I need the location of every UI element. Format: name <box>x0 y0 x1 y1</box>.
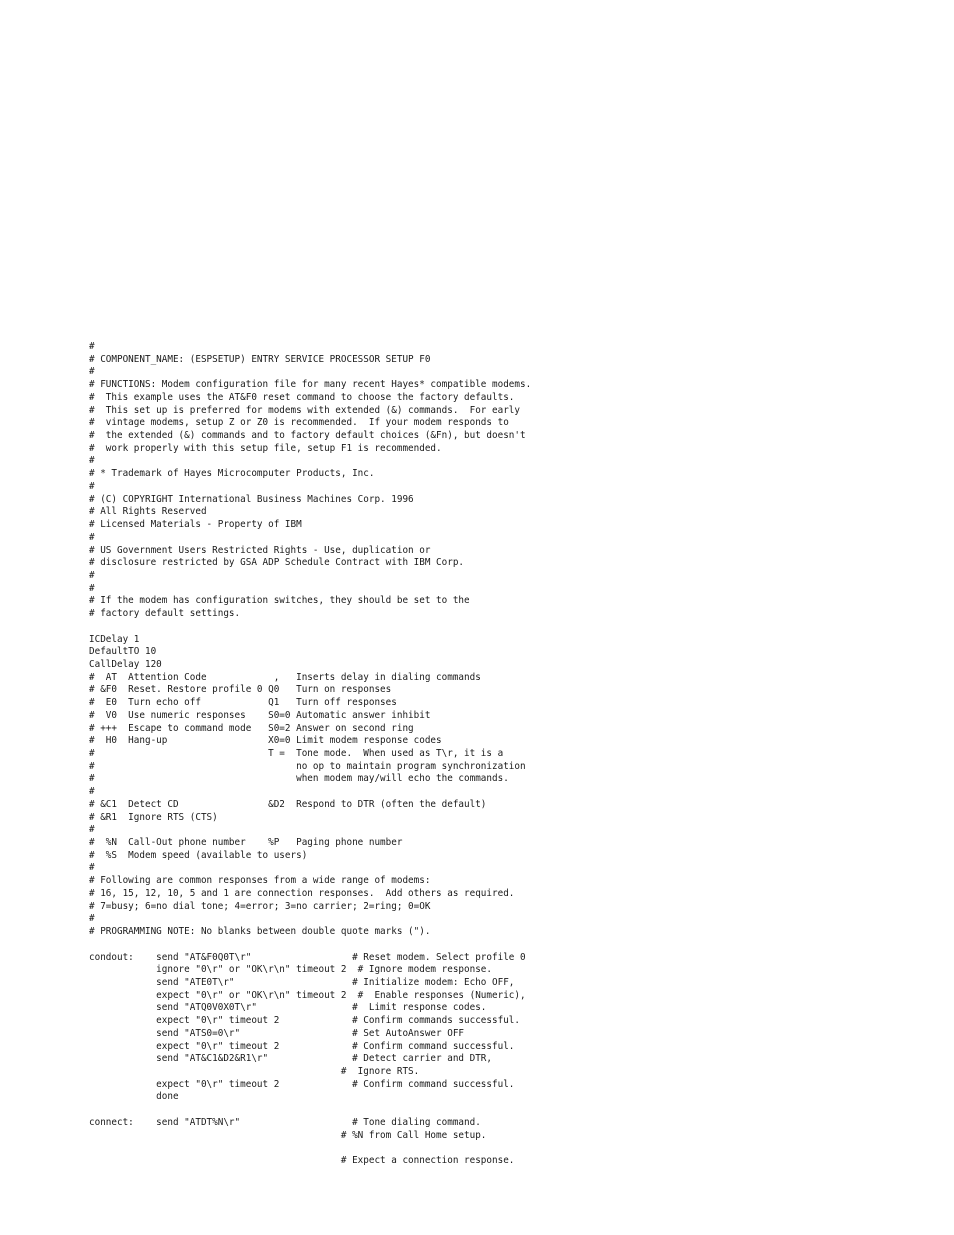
code-line: # PROGRAMMING NOTE: No blanks between double quote marks ("). <box>89 926 431 938</box>
code-line: # H0 Hang-up X0=0 Limit modem response codes <box>89 735 442 747</box>
code-line: # * Trademark of Hayes Microcomputer Products, Inc. <box>89 468 375 480</box>
code-line: # All Rights Reserved <box>89 506 207 518</box>
code-line: # no op to maintain program synchronization <box>89 760 526 772</box>
code-line: # %S Modem speed (available to users) <box>89 849 308 861</box>
code-line: # FUNCTIONS: Modem configuration file for many recent Hayes* compatible modems. <box>89 379 532 391</box>
code-line: # <box>89 366 95 378</box>
code-line: # &C1 Detect CD &D2 Respond to DTR (often the default) <box>89 798 487 810</box>
code-line: # AT Attention Code , Inserts delay in dialing commands <box>89 671 481 683</box>
code-line: # %N Call-Out phone number %P Paging phone number <box>89 837 403 849</box>
code-line: # This set up is preferred for modems with extended (&) commands. For early <box>89 404 520 416</box>
code-line: # V0 Use numeric responses S0=0 Automatic answer inhibit <box>89 709 431 721</box>
code-line: send "ATQ0V0X0T\r" # Limit response codes. <box>89 1002 487 1014</box>
code-line: # <box>89 824 95 836</box>
code-line: # <box>89 531 95 543</box>
code-line: # <box>89 862 95 874</box>
code-line <box>89 621 939 634</box>
code-line: connect: send "ATDT%N\r" # Tone dialing command. <box>89 1116 481 1128</box>
code-line <box>89 1104 939 1117</box>
code-line: # factory default settings. <box>89 608 241 620</box>
code-line: # <box>89 455 95 467</box>
code-line: # Expect a connection response. <box>89 1155 515 1166</box>
code-line: # <box>89 480 95 492</box>
code-line: # COMPONENT_NAME: (ESPSETUP) ENTRY SERVICE PROCESSOR SETUP F0 <box>89 353 431 365</box>
code-line: expect "0\r" timeout 2 # Confirm command successful. <box>89 1040 515 1052</box>
code-line: DefaultTO 10 <box>89 646 157 658</box>
code-line: CallDelay 120 <box>89 658 162 670</box>
code-line: expect "0\r" timeout 2 # Confirm command successful. <box>89 1078 515 1090</box>
code-line: # Following are common responses from a wide range of modems: <box>89 875 431 887</box>
code-line: ignore "0\r" or "OK\r\n" timeout 2 # Ignore modem response. <box>89 964 492 976</box>
code-line: # work properly with this setup file, setup F1 is recommended. <box>89 442 442 454</box>
code-line: # &F0 Reset. Restore profile 0 Q0 Turn on responses <box>89 684 392 696</box>
code-line: condout: send "AT&F0Q0T\r" # Reset modem. Select profile 0 <box>89 951 526 963</box>
code-line: # <box>89 913 95 925</box>
code-line: send "ATS0=0\r" # Set AutoAnswer OFF <box>89 1027 465 1039</box>
code-line: # when modem may/will echo the commands. <box>89 773 509 785</box>
code-line: ICDelay 1 <box>89 633 140 645</box>
code-line: # <box>89 341 95 352</box>
code-line: # +++ Escape to command mode S0=2 Answer on second ring <box>89 722 414 734</box>
code-line: # If the modem has configuration switches, they should be set to the <box>89 595 470 607</box>
code-line: # the extended (&) commands and to factory default choices (&Fn), but doesn't <box>89 430 526 442</box>
code-line: # US Government Users Restricted Rights - Use, duplication or <box>89 544 431 556</box>
code-line: send "AT&C1&D2&R1\r" # Detect carrier and DTR, <box>89 1053 492 1065</box>
code-line: # vintage modems, setup Z or Z0 is recommended. If your modem responds to <box>89 417 509 429</box>
code-line: # 16, 15, 12, 10, 5 and 1 are connection responses. Add others as required. <box>89 887 515 899</box>
code-line: send "ATE0T\r" # Initialize modem: Echo OFF, <box>89 976 515 988</box>
code-line: # <box>89 569 95 581</box>
code-line: # %N from Call Home setup. <box>89 1129 487 1141</box>
code-line: expect "0\r" or "OK\r\n" timeout 2 # Enable responses (Numeric), <box>89 989 526 1001</box>
code-line: # T = Tone mode. When used as T\r, it is a <box>89 748 504 759</box>
code-line: # disclosure restricted by GSA ADP Schedule Contract with IBM Corp. <box>89 557 465 569</box>
code-line: # <box>89 786 95 798</box>
code-line: # 7=busy; 6=no dial tone; 4=error; 3=no carrier; 2=ring; 0=OK <box>89 900 431 912</box>
code-line: # (C) COPYRIGHT International Business Machines Corp. 1996 <box>89 493 414 505</box>
modem-setup-listing <box>89 341 939 1168</box>
code-line: # <box>89 582 95 594</box>
code-line: done <box>89 1091 179 1103</box>
code-line: expect "0\r" timeout 2 # Confirm commands successful. <box>89 1015 520 1027</box>
code-line: # Licensed Materials - Property of IBM <box>89 519 302 531</box>
code-line: # Ignore RTS. <box>89 1065 420 1077</box>
code-line <box>89 939 939 952</box>
code-line: # This example uses the AT&F0 reset command to choose the factory defaults. <box>89 391 515 403</box>
code-line: # &R1 Ignore RTS (CTS) <box>89 811 218 823</box>
code-line: # E0 Turn echo off Q1 Turn off responses <box>89 697 397 709</box>
code-line <box>89 1142 939 1155</box>
